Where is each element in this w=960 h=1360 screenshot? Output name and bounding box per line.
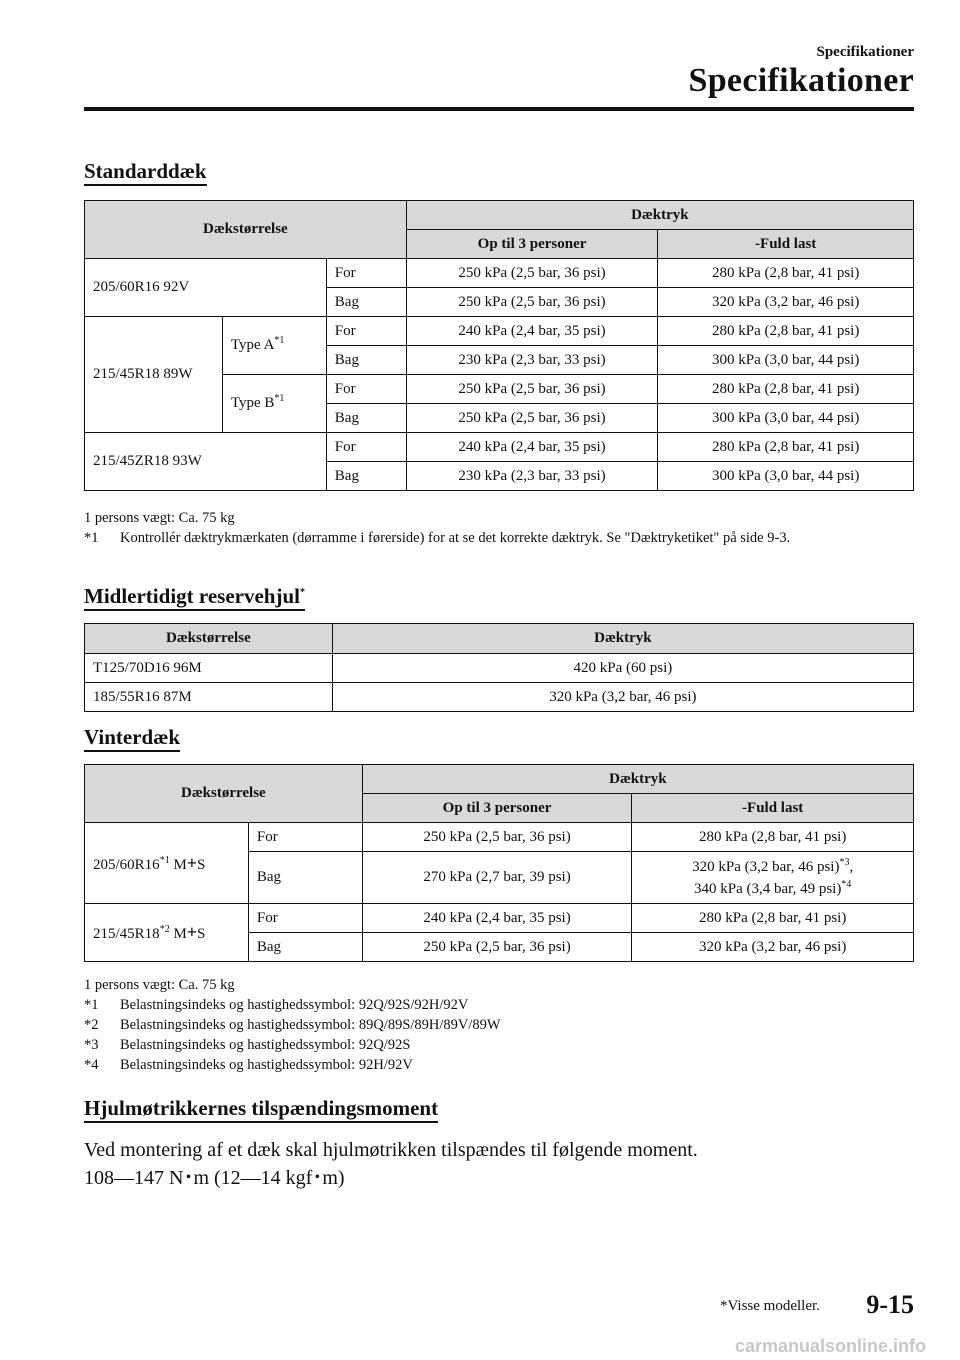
footnote-ref: *1 [274,335,285,346]
footnote [84,1015,914,1035]
position: For [248,823,362,852]
pressure-full: 280 kPa (2,8 bar, 41 psi) [658,433,914,462]
footnote-ref: *1 [159,854,170,866]
winter-notes [84,975,914,1075]
section-title-spare-label: Midlertidigt reservehjul [84,584,300,608]
footnote-ref: *1 [274,393,285,404]
section-title-torque: Hjulmøtrikkernes tilspændingsmoment [84,1097,438,1123]
pressure-up3: 250 kPa (2,5 bar, 36 psi) [406,404,658,433]
footnote [84,1055,914,1075]
pressure-full: 300 kPa (3,0 bar, 44 psi) [658,346,914,375]
ms-symbol [173,922,206,942]
header-rule [84,107,914,111]
ms-m: M [173,856,187,873]
pressure-up3: 240 kPa (2,4 bar, 35 psi) [406,317,658,346]
footnote-mark: *4 [84,1057,99,1073]
pressure-full: 280 kPa (2,8 bar, 41 psi) [658,375,914,404]
pressure-full: 320 kPa (3,2 bar, 46 psi) [658,288,914,317]
footer-note: *Visse modeller. [720,1298,820,1314]
running-header-title: Specifikationer [688,62,914,99]
footnote-text: Belastningsindeks og hastighedssymbol: 92Q/92S/92H/92V [120,997,469,1013]
winter-tire-table [84,764,914,962]
position: Bag [248,852,362,904]
torque-value: 108―147 N･m (12―14 kgf･m) [84,1167,345,1189]
position: Bag [326,346,406,375]
position: For [326,317,406,346]
section-title-standard: Standarddæk [84,160,207,186]
table-row [85,259,914,288]
tire-size: T125/70D16 96M [85,654,333,683]
tire-size: 205/60R16 92V [85,259,327,317]
tire-size [85,823,249,904]
ms-plus: + [186,852,198,873]
pressure-up3: 240 kPa (2,4 bar, 35 psi) [406,433,658,462]
pressure: 420 kPa (60 psi) [332,654,913,683]
table-row [85,904,914,933]
pressure-full: 280 kPa (2,8 bar, 41 psi) [632,823,914,852]
pressure-full: 300 kPa (3,0 bar, 44 psi) [658,462,914,491]
col-header-size: Dækstørrelse [85,765,363,823]
pressure-up3: 240 kPa (2,4 bar, 35 psi) [362,904,632,933]
tire-size [85,904,249,962]
col-header-up3: Op til 3 personer [362,794,632,823]
position: Bag [248,933,362,962]
spare-tire-table [84,623,914,712]
col-header-up3: Op til 3 personer [406,230,658,259]
footnote-text: Belastningsindeks og hastighedssymbol: 92H/92V [120,1057,413,1073]
col-header-pressure: Dæktryk [362,765,913,794]
col-header-pressure: Dæktryk [406,201,913,230]
tire-size-label: 205/60R16 [93,856,160,873]
position: Bag [326,462,406,491]
footnote [84,1035,914,1055]
pressure-full [632,852,914,904]
footnote-mark: *2 [84,1017,99,1033]
pressure-full-b: 340 kPa (3,4 bar, 49 psi) [694,880,842,897]
running-header-small: Specifikationer [816,44,914,60]
pressure-full: 300 kPa (3,0 bar, 44 psi) [658,404,914,433]
pressure-full: 320 kPa (3,2 bar, 46 psi) [632,933,914,962]
position: For [326,375,406,404]
position: Bag [326,288,406,317]
tire-type [222,317,326,375]
ms-m: M [173,926,187,942]
tire-size-label: 215/45R18 [93,926,160,942]
ms-plus: + [186,922,198,942]
pressure-full: 280 kPa (2,8 bar, 41 psi) [658,317,914,346]
footnote-mark: *1 [84,997,99,1013]
pressure-up3: 230 kPa (2,3 bar, 33 psi) [406,346,658,375]
footnote-ref: *3 [839,856,850,868]
table-row [85,823,914,852]
col-header-pressure: Dæktryk [332,624,913,654]
footnote-ref: *4 [841,878,852,890]
pressure-full-a: 320 kPa (3,2 bar, 46 psi) [692,858,840,875]
footnote-text: Kontrollér dæktrykmærkaten (dørramme i førerside) for at se det korrekte dæktryk. Se "Dæktryketiket" på side 9-3. [120,530,791,546]
ms-s: S [197,926,206,942]
col-header-size: Dækstørrelse [85,201,407,259]
pressure-up3: 270 kPa (2,7 bar, 39 psi) [362,852,632,904]
footnote-text: Belastningsindeks og hastighedssymbol: 92Q/92S [120,1037,411,1053]
tire-type [222,375,326,433]
col-header-size: Dækstørrelse [85,624,333,654]
pressure-full: 280 kPa (2,8 bar, 41 psi) [658,259,914,288]
ms-s: S [197,856,206,873]
footnote-mark: *1 [84,530,99,546]
footnote-text: Belastningsindeks og hastighedssymbol: 89Q/89S/89H/89V/89W [120,1017,501,1033]
pressure: 320 kPa (3,2 bar, 46 psi) [332,683,913,712]
pressure-full: 280 kPa (2,8 bar, 41 psi) [632,904,914,933]
tire-size: 215/45R18 89W [85,317,223,433]
tire-type-label: Type B [230,395,275,411]
footnote-ref: *2 [159,924,170,935]
position: Bag [326,404,406,433]
table-row [85,654,914,683]
table-row [85,317,914,346]
pressure-up3: 250 kPa (2,5 bar, 36 psi) [362,823,632,852]
position: For [326,259,406,288]
watermark: carmanualsonline.info [734,1336,926,1356]
section-title-spare [84,585,305,611]
tire-size: 185/55R16 87M [85,683,333,712]
table-row [85,433,914,462]
pressure-up3: 250 kPa (2,5 bar, 36 psi) [406,259,658,288]
footnote-mark: *3 [84,1037,99,1053]
torque-instruction: Ved montering af et dæk skal hjulmøtrikken tilspændes til følgende moment. [84,1139,698,1161]
pressure-up3: 250 kPa (2,5 bar, 36 psi) [362,933,632,962]
pressure-up3: 250 kPa (2,5 bar, 36 psi) [406,288,658,317]
section-title-winter: Vinterdæk [84,726,180,752]
weight-note: 1 persons vægt: Ca. 75 kg [84,510,235,526]
standard-notes [84,508,914,548]
separator: , [849,858,854,875]
standard-tire-table [84,200,914,491]
position: For [326,433,406,462]
position: For [248,904,362,933]
col-header-full: -Fuld last [632,794,914,823]
footnote-ref: * [299,587,305,598]
pressure-up3: 250 kPa (2,5 bar, 36 psi) [406,375,658,404]
pressure-up3: 230 kPa (2,3 bar, 33 psi) [406,462,658,491]
col-header-full: -Fuld last [658,230,914,259]
footnote [84,528,914,548]
page-number: 9-15 [866,1290,914,1319]
tire-size: 215/45ZR18 93W [85,433,327,491]
tire-type-label: Type A [230,337,275,353]
weight-note: 1 persons vægt: Ca. 75 kg [84,977,235,993]
footnote [84,995,914,1015]
table-row [85,683,914,712]
ms-symbol [173,852,206,873]
